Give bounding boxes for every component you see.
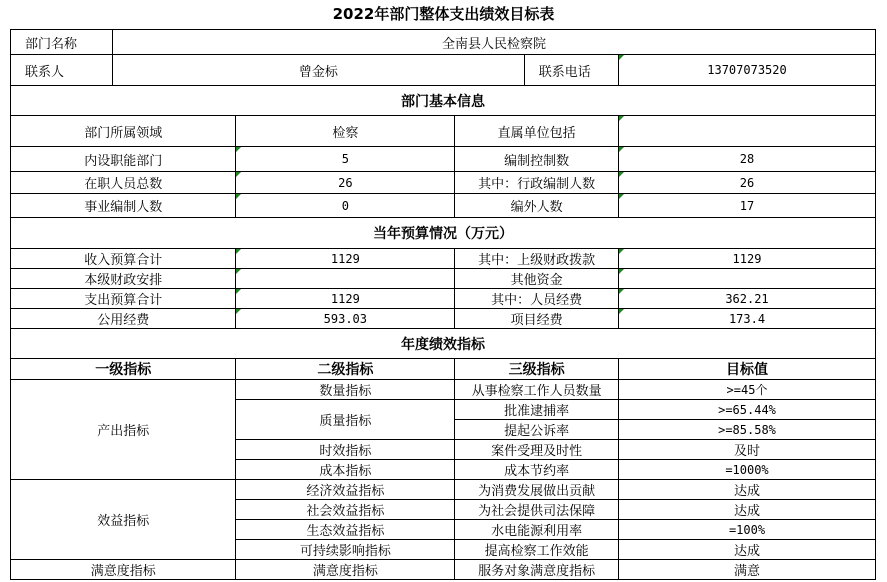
performance-target-table (10, 29, 876, 580)
basic-section-title: 部门基本信息 (11, 86, 876, 116)
level3-cell: 案件受理及时性 (455, 440, 619, 460)
target-cell[interactable]: 满意 (619, 560, 876, 580)
table-row (11, 480, 876, 500)
dept-row (11, 30, 876, 55)
target-cell[interactable]: 及时 (619, 440, 876, 460)
output-indicator-cell: 产出指标 (11, 380, 236, 480)
level2-cell: 生态效益指标 (236, 520, 455, 540)
benefit-indicator-cell: 效益指标 (11, 480, 236, 560)
phone-value[interactable]: 13707073520 (619, 55, 876, 86)
staff-row (11, 172, 876, 194)
target-cell[interactable]: 达成 (619, 480, 876, 500)
budget-section-title: 当年预算情况（万元） (11, 218, 876, 249)
other-label: 其他资金 (455, 269, 619, 289)
contact-label: 联系人 (11, 55, 113, 86)
level3-cell: 从事检察工作人员数量 (455, 380, 619, 400)
level3-cell: 为社会提供司法保障 (455, 500, 619, 520)
expense-row (11, 289, 876, 309)
performance-section-row (11, 329, 876, 359)
performance-header-row (11, 359, 876, 380)
staff-label: 在职人员总数 (11, 172, 236, 194)
level3-cell: 批准逮捕率 (455, 400, 619, 420)
dept-name-value[interactable]: 全南县人民检察院 (113, 30, 876, 55)
extra-value[interactable]: 17 (619, 194, 876, 218)
project-value[interactable]: 173.4 (619, 309, 876, 329)
upper-value[interactable]: 1129 (619, 249, 876, 269)
expense-label: 支出预算合计 (11, 289, 236, 309)
level3-cell: 服务对象满意度指标 (455, 560, 619, 580)
target-cell[interactable]: 达成 (619, 500, 876, 520)
basic-section-row (11, 86, 876, 116)
col-level2-header: 二级指标 (236, 359, 455, 380)
extra-label: 编外人数 (455, 194, 619, 218)
project-label: 项目经费 (455, 309, 619, 329)
target-cell[interactable]: >=45个 (619, 380, 876, 400)
local-value[interactable] (236, 269, 455, 289)
target-cell[interactable]: =1000% (619, 460, 876, 480)
level2-cell: 数量指标 (236, 380, 455, 400)
level2-cell: 经济效益指标 (236, 480, 455, 500)
subunit-label: 直属单位包括 (455, 116, 619, 147)
table-row (11, 380, 876, 400)
level2-cell: 满意度指标 (236, 560, 455, 580)
col-level3-header: 三级指标 (455, 359, 619, 380)
level2-cell: 成本指标 (236, 460, 455, 480)
admin-value[interactable]: 26 (619, 172, 876, 194)
contact-row (11, 55, 876, 86)
level2-cell: 时效指标 (236, 440, 455, 460)
level3-cell: 提起公诉率 (455, 420, 619, 440)
level3-cell: 水电能源利用率 (455, 520, 619, 540)
career-value[interactable]: 0 (236, 194, 455, 218)
table-row (11, 560, 876, 580)
target-cell[interactable]: 达成 (619, 540, 876, 560)
internal-label: 内设职能部门 (11, 147, 236, 172)
field-row (11, 116, 876, 147)
internal-row (11, 147, 876, 172)
contact-value[interactable]: 曾金标 (113, 55, 525, 86)
expense-value[interactable]: 1129 (236, 289, 455, 309)
income-label: 收入预算合计 (11, 249, 236, 269)
public-row (11, 309, 876, 329)
staff-value[interactable]: 26 (236, 172, 455, 194)
upper-label: 其中：上级财政拨款 (455, 249, 619, 269)
level3-cell: 提高检察工作效能 (455, 540, 619, 560)
career-label: 事业编制人数 (11, 194, 236, 218)
income-value[interactable]: 1129 (236, 249, 455, 269)
personnel-label: 其中：人员经费 (455, 289, 619, 309)
target-cell[interactable]: =100% (619, 520, 876, 540)
public-label: 公用经费 (11, 309, 236, 329)
public-value[interactable]: 593.03 (236, 309, 455, 329)
phone-label: 联系电话 (524, 55, 618, 86)
quota-label: 编制控制数 (455, 147, 619, 172)
level2-cell: 可持续影响指标 (236, 540, 455, 560)
field-label: 部门所属领域 (11, 116, 236, 147)
level2-cell: 社会效益指标 (236, 500, 455, 520)
subunit-value[interactable] (619, 116, 876, 147)
col-level1-header: 一级指标 (11, 359, 236, 380)
level3-cell: 成本节约率 (455, 460, 619, 480)
admin-label: 其中：行政编制人数 (455, 172, 619, 194)
performance-section-title: 年度绩效指标 (11, 329, 876, 359)
satisfaction-indicator-cell: 满意度指标 (11, 560, 236, 580)
local-row (11, 269, 876, 289)
other-value[interactable] (619, 269, 876, 289)
personnel-value[interactable]: 362.21 (619, 289, 876, 309)
quota-value[interactable]: 28 (619, 147, 876, 172)
level2-cell: 质量指标 (236, 400, 455, 440)
career-row (11, 194, 876, 218)
col-target-header: 目标值 (619, 359, 876, 380)
internal-value[interactable]: 5 (236, 147, 455, 172)
page-title: 2022年部门整体支出绩效目标表 (332, 5, 555, 23)
budget-section-row (11, 218, 876, 249)
local-label: 本级财政安排 (11, 269, 236, 289)
level3-cell: 为消费发展做出贡献 (455, 480, 619, 500)
target-cell[interactable]: >=65.44% (619, 400, 876, 420)
dept-name-label: 部门名称 (11, 30, 113, 55)
income-row (11, 249, 876, 269)
target-cell[interactable]: >=85.58% (619, 420, 876, 440)
field-value[interactable]: 检察 (236, 116, 455, 147)
